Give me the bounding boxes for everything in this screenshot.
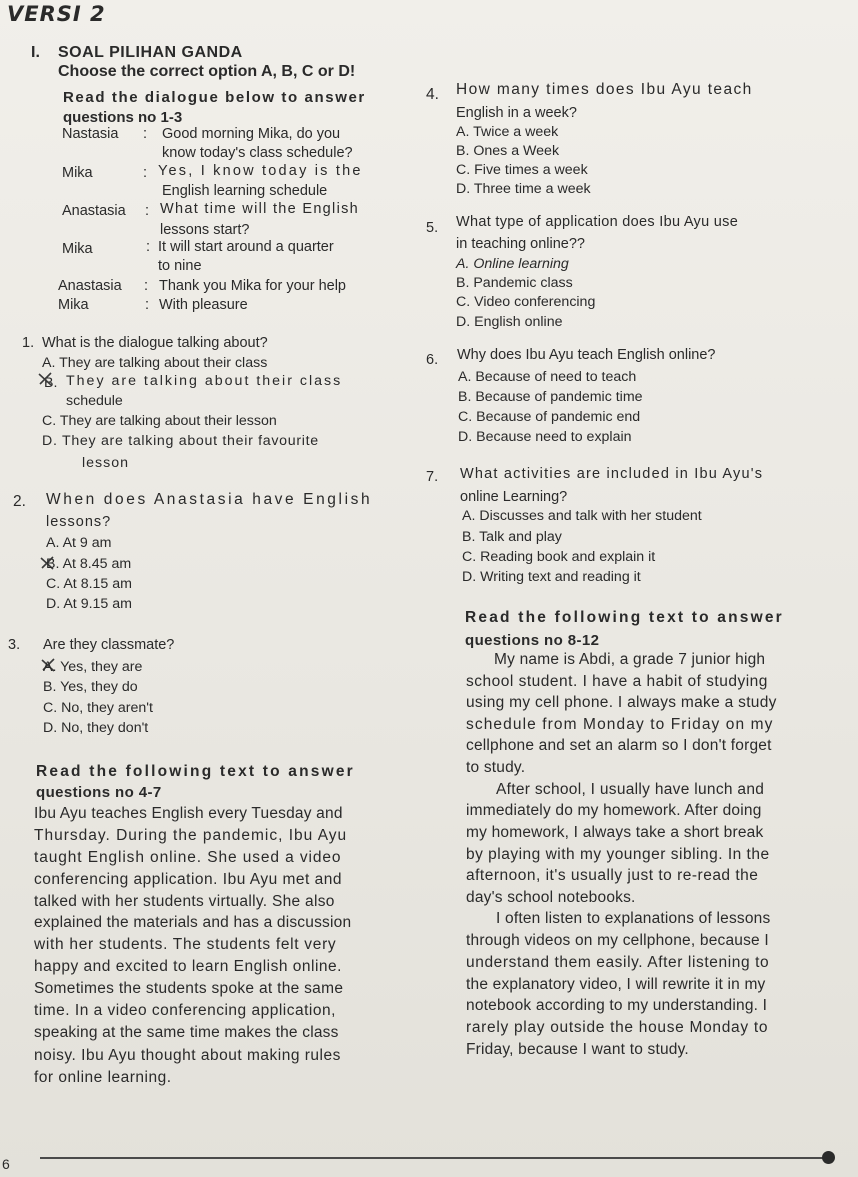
version-title: VERSI 2 xyxy=(7,2,106,26)
dialogue-line: English learning schedule xyxy=(162,183,328,199)
text-instruction-range: questions no 8-12 xyxy=(465,632,600,649)
text-line: taught English online. She used a video xyxy=(34,849,342,866)
question-text-cont: lessons? xyxy=(46,514,112,530)
question-text: Are they classmate? xyxy=(43,637,175,653)
text-line: noisy. Ibu Ayu thought about making rules xyxy=(34,1047,341,1064)
text-line: the explanatory video, I will rewrite it in my xyxy=(466,976,766,993)
option-d-cont[interactable]: lesson xyxy=(82,455,130,471)
section-title: SOAL PILIHAN GANDA xyxy=(58,44,243,61)
text-line: using my cell phone. I always make a study xyxy=(466,694,777,711)
text-line: immediately do my homework. After doing xyxy=(466,802,762,819)
option-c[interactable]: C. No, they aren't xyxy=(43,700,153,716)
dialogue-line: What time will the English xyxy=(160,201,359,217)
dialogue-speaker: Anastasia xyxy=(62,203,126,219)
option-a[interactable]: A. Discusses and talk with her student xyxy=(462,508,702,524)
dialogue-sep: : xyxy=(146,239,151,255)
option-a[interactable]: A. Online learning xyxy=(456,256,569,272)
option-b-letter[interactable]: B. xyxy=(44,375,58,391)
question-number: 7. xyxy=(426,469,439,485)
option-c[interactable]: C. At 8.15 am xyxy=(46,576,132,592)
dialogue-line: Thank you Mika for your help xyxy=(159,278,346,294)
text-line: Thursday. During the pandemic, Ibu Ayu xyxy=(34,827,348,844)
dialogue-line: Yes, I know today is the xyxy=(158,163,363,179)
option-d[interactable]: D. English online xyxy=(456,314,563,330)
question-number: 5. xyxy=(426,220,439,236)
text-line: happy and excited to learn English online. xyxy=(34,958,342,975)
dialogue-line: Good morning Mika, do you xyxy=(162,126,341,142)
question-text-cont: online Learning? xyxy=(460,489,568,505)
text-line: with her students. The students felt very xyxy=(34,936,337,953)
text-line: my homework, I always take a short break xyxy=(466,824,764,841)
option-d[interactable]: D. No, they don't xyxy=(43,720,149,736)
text-line: by playing with my younger sibling. In the xyxy=(466,846,770,863)
text-line: understand them easily. After listening to xyxy=(466,954,770,971)
dialogue-line: know today's class schedule? xyxy=(162,145,353,161)
dialogue-instruction: Read the dialogue below to answer xyxy=(63,89,366,106)
text-line: My name is Abdi, a grade 7 junior high xyxy=(494,651,766,668)
option-b[interactable]: B. Ones a Week xyxy=(456,143,560,159)
dialogue-sep: : xyxy=(145,297,150,313)
option-c[interactable]: C. Five times a week xyxy=(456,162,588,178)
option-d[interactable]: D. Three time a week xyxy=(456,181,591,197)
dialogue-sep: : xyxy=(143,126,148,142)
text-line: After school, I usually have lunch and xyxy=(496,781,765,798)
dialogue-line: With pleasure xyxy=(159,297,248,313)
option-c[interactable]: C. Video conferencing xyxy=(456,294,596,310)
text-line: through videos on my cellphone, because I xyxy=(466,932,769,949)
dialogue-line: lessons start? xyxy=(160,222,250,238)
dialogue-line: to nine xyxy=(158,258,202,274)
text-line: time. In a video conferencing application, xyxy=(34,1002,336,1019)
question-number: 3. xyxy=(8,637,21,653)
text-line: afternoon, it's usually just to re-read the xyxy=(466,867,759,884)
question-text-cont: English in a week? xyxy=(456,105,577,121)
section-instruction: Choose the correct option A, B, C or D! xyxy=(58,63,356,80)
question-text: How many times does Ibu Ayu teach xyxy=(456,81,753,98)
question-text: When does Anastasia have English xyxy=(46,491,373,508)
text-line: to study. xyxy=(466,759,526,776)
option-a[interactable]: A. Yes, they are xyxy=(43,659,143,675)
dialogue-speaker: Nastasia xyxy=(62,126,119,142)
question-number: 1. xyxy=(22,335,35,351)
option-c[interactable]: C. They are talking about their lesson xyxy=(42,413,277,429)
question-text: What is the dialogue talking about? xyxy=(42,335,268,351)
dialogue-speaker: Mika xyxy=(62,241,93,257)
text-line: schedule from Monday to Friday on my xyxy=(466,716,774,733)
text-line: notebook according to my understanding. I xyxy=(466,997,768,1014)
option-b-cont[interactable]: schedule xyxy=(66,393,123,409)
option-d[interactable]: D. Because need to explain xyxy=(458,429,632,445)
text-line: Friday, because I want to study. xyxy=(466,1041,689,1058)
option-d[interactable]: D. Writing text and reading it xyxy=(462,569,641,585)
text-instruction: Read the following text to answer xyxy=(36,763,355,780)
option-b[interactable]: B. Pandemic class xyxy=(456,275,573,291)
text-line: speaking at the same time makes the class xyxy=(34,1024,339,1041)
text-line: for online learning. xyxy=(34,1069,172,1086)
option-a[interactable]: A. Because of need to teach xyxy=(458,369,637,385)
text-line: explained the materials and has a discussion xyxy=(34,914,352,931)
dialogue-line: It will start around a quarter xyxy=(158,239,334,255)
dialogue-speaker: Anastasia xyxy=(58,278,122,294)
text-line: cellphone and set an alarm so I don't forget xyxy=(466,737,772,754)
option-d[interactable]: D. At 9.15 am xyxy=(46,596,132,612)
text-instruction-range: questions no 4-7 xyxy=(36,784,162,801)
option-a[interactable]: A. They are talking about their class xyxy=(42,355,268,371)
option-b[interactable]: B. Yes, they do xyxy=(43,679,138,695)
option-b[interactable]: B. Talk and play xyxy=(462,529,562,545)
text-instruction: Read the following text to answer xyxy=(465,609,784,626)
question-number: 2. xyxy=(13,493,26,510)
footer-dot xyxy=(822,1151,835,1164)
dialogue-instruction-range: questions no 1-3 xyxy=(63,109,183,126)
question-text-cont: in teaching online?? xyxy=(456,236,585,252)
option-c[interactable]: C. Reading book and explain it xyxy=(462,549,656,565)
text-line: Ibu Ayu teaches English every Tuesday and xyxy=(34,805,343,822)
page-number: 6 xyxy=(2,1156,10,1172)
text-line: conferencing application. Ibu Ayu met and xyxy=(34,871,343,888)
dialogue-sep: : xyxy=(144,278,149,294)
question-number: 4. xyxy=(426,86,439,103)
text-line: rarely play outside the house Monday to xyxy=(466,1019,769,1036)
question-text: What type of application does Ibu Ayu use xyxy=(456,214,739,230)
option-b[interactable]: B. Because of pandemic time xyxy=(458,389,643,405)
option-b[interactable]: They are talking about their class xyxy=(66,373,343,389)
dialogue-sep: : xyxy=(143,165,148,181)
section-number: I. xyxy=(31,44,40,61)
dialogue-speaker: Mika xyxy=(58,297,89,313)
text-line: talked with her students virtually. She also xyxy=(34,893,335,910)
question-text: Why does Ibu Ayu teach English online? xyxy=(457,347,716,363)
footer-divider xyxy=(40,1157,834,1159)
text-line: I often listen to explanations of lessons xyxy=(496,910,771,927)
option-a[interactable]: A. Twice a week xyxy=(456,124,559,140)
option-a[interactable]: A. At 9 am xyxy=(46,535,112,551)
option-d[interactable]: D. They are talking about their favourite xyxy=(42,433,319,449)
text-line: school student. I have a habit of studying xyxy=(466,673,768,690)
option-c[interactable]: C. Because of pandemic end xyxy=(458,409,641,425)
dialogue-speaker: Mika xyxy=(62,165,93,181)
option-b[interactable]: B. At 8.45 am xyxy=(46,556,132,572)
text-line: day's school notebooks. xyxy=(466,889,636,906)
dialogue-sep: : xyxy=(145,203,150,219)
text-line: Sometimes the students spoke at the same xyxy=(34,980,344,997)
question-number: 6. xyxy=(426,352,439,368)
answer-cross-mark-icon xyxy=(38,372,52,386)
question-text: What activities are included in Ibu Ayu's xyxy=(460,466,764,482)
